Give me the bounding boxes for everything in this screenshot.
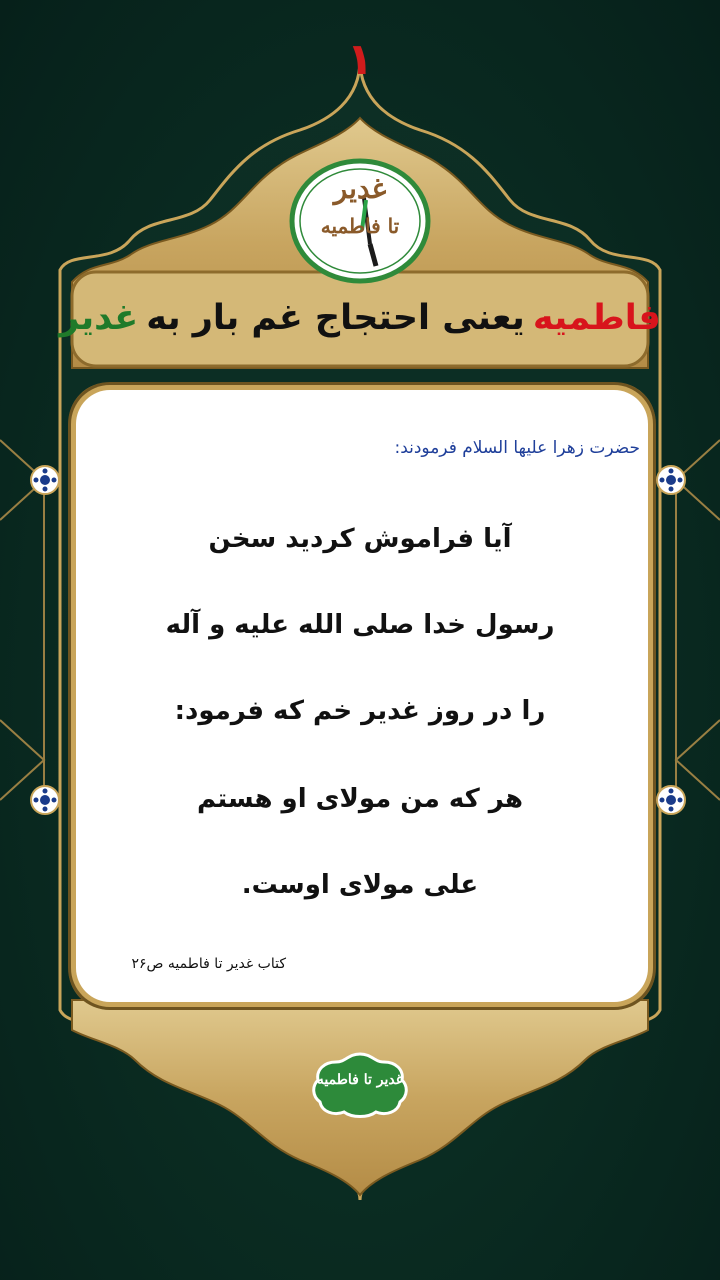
rosette-icon-left-top xyxy=(30,465,60,495)
hadith-line-1: آیا فراموش کردید سخن xyxy=(208,524,512,554)
source-citation: کتاب غدیر تا فاطمیه ص۲۶ xyxy=(131,956,286,972)
rosette-icon-left-bottom xyxy=(30,785,60,815)
bottom-logo-text: غدیر تا فاطمیه xyxy=(316,1072,404,1088)
title-part-ghadir: غدیر xyxy=(59,298,139,338)
hadith-line-2: رسول خدا صلی الله علیه و آله xyxy=(165,610,555,640)
page-number: ۱ xyxy=(346,34,374,85)
attribution-text: حضرت زهرا علیها السلام فرمودند: xyxy=(394,438,640,458)
page-title xyxy=(59,272,661,364)
rosette-icon-right-bottom xyxy=(656,785,686,815)
hadith-line-5: علی مولای اوست. xyxy=(241,870,479,900)
logo-text-line2: تا فاطمیه xyxy=(320,214,400,238)
rosette-icon-right-top xyxy=(656,465,686,495)
title-part-fatemiyeh: فاطمیه xyxy=(532,298,661,338)
logo-text-line1: غدیر xyxy=(333,172,387,205)
title-part-middle: یعنی احتجاج غم بار به xyxy=(146,298,525,338)
hadith-line-4: هر که من مولای او هستم xyxy=(197,784,523,814)
hadith-line-3: را در روز غدیر خم که فرمود: xyxy=(174,696,546,726)
